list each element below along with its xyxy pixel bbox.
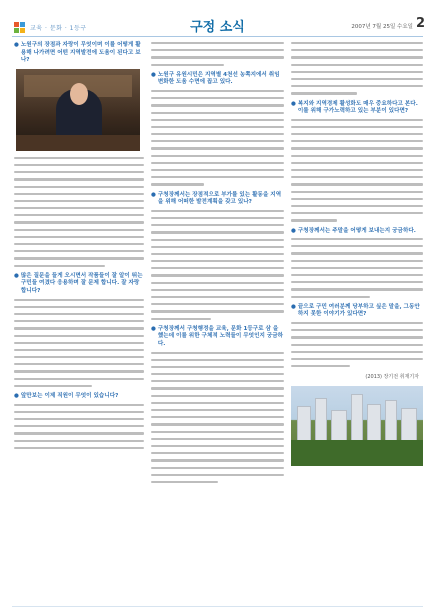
question-heading: ● 구청장께서는 주말을 어떻게 보내는지 궁금하다. [291,227,416,234]
question-heading: ● 노원구 유원시민은 지역별 4천선 농쪽지에서 취임 변화한 도움 수면에 꼽고 있다. [151,71,280,86]
column-1 [14,42,144,455]
question-heading: ● 앞만보는 이제 직원이 무엇이 있습니다? [14,393,119,399]
question-heading: ● 끝으로 구민 여러분께 당부하고 싶은 말을, 그동안 하지 못한 이야기가 있다면? [291,303,420,318]
bullet-icon: ● [291,227,296,234]
question-heading: ● 구청장께서 구청행정을 교육, 문화 1등구로 삼 을 했는데 이를 위한 구체적 노력들이 무엇인지 궁금하다. [151,325,284,347]
body-text [14,299,144,387]
bullet-icon: ● [14,42,19,48]
page-number: 2 [415,16,425,31]
body-text [151,352,284,484]
bullet-icon: ● [151,71,156,78]
body-text [14,157,144,267]
body-text [291,238,423,298]
photo-caption: (2013) 장기전 취재기자 [365,374,419,381]
body-text [291,322,423,367]
body-text [291,119,423,222]
question-heading: ● 많은 질문을 들게 오시면서 작품들이 잘 알이 뛰는 구민들 여겼다 응용하며 잘 문제 합니다. 잘 자랑합니다? [14,272,143,294]
city-photo [291,386,423,466]
question-heading: ● 노원구의 장점과 자랑이 무엇이며 이를 어떻게 활용해 나가려면 어떤 지역발전에 도움이 된다고 보나? [14,42,141,64]
header-divider [12,36,423,37]
body-text [14,404,144,449]
footer-divider [12,606,423,607]
interview-photo [16,69,140,151]
question-heading: ● 구청장께서는 장점적으로 부가를 있는 활동을 지역을 위해 어떠한 발전계획을 갖고 있나? [151,191,282,206]
bullet-icon: ● [291,303,296,310]
bullet-icon: ● [14,272,19,279]
column-3 [291,42,423,466]
bullet-icon: ● [151,191,156,198]
body-text [291,42,423,95]
question-heading: ● 복지와 지역경제 활성화도 매우 중요하다고 본다. 이를 위해 구가노력하고 있는 부분이 있다면? [291,100,418,115]
issue-date: 2007년 7월 25일 수요일 [351,24,413,30]
body-text [151,210,284,320]
body-text [151,42,284,66]
bullet-icon: ● [151,325,156,332]
bullet-icon: ● [14,393,19,399]
body-text [151,90,284,186]
page-title: 구정 소식 [190,20,245,35]
brand-slogan: 교육 · 문화 · 1등구 [30,25,87,32]
column-2 [151,42,284,489]
page-header [0,0,435,38]
bullet-icon: ● [291,100,296,107]
